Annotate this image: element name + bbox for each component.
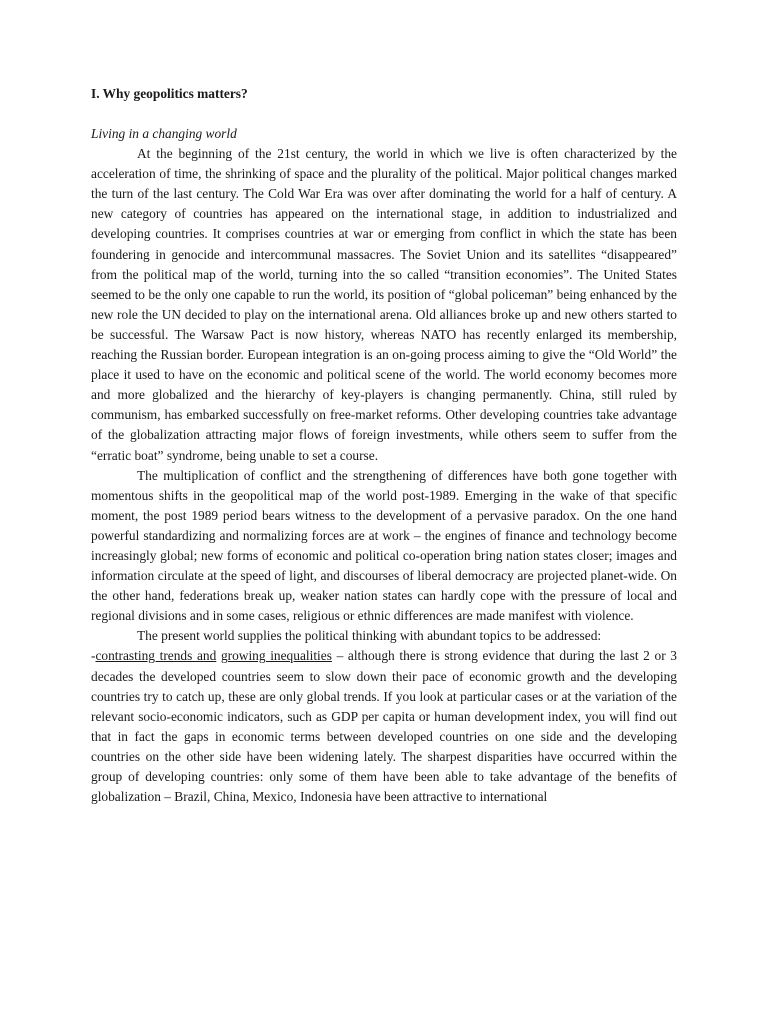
list-item-contrasting-trends — [91, 646, 677, 807]
underlined-term-contrasting-trends: contrasting trends and — [95, 648, 217, 664]
list-item-prefix: - — [91, 648, 96, 664]
subsection-heading: Living in a changing world — [91, 126, 237, 141]
document-page — [91, 84, 677, 807]
paragraph-1: At the beginning of the 21st century, the world in which we live is often characterized by the acceleration of time, the shrinking of space and the plurality of the political. Major political changes marked the turn of the last century. The Cold War Era was over after dominating the world for a half of century. A new category of countries has appeared on the international stage, in addition to industrialized and developing countries. It comprises countries at war or emerging from conflict in which the state has been foundering in genocide and intercommunal massacres. The Soviet Union and its satellites “disappeared” from the political map of the world, turning into the so called “transition economies”. The United States seemed to be the only one capable to run the world, its position of “global policeman” being enhanced by the new role the UN decided to play on the international arena. Old alliances broke up and new others started to be successful. The Warsaw Pact is now history, whereas NATO has recently enlarged its membership, reaching the Russian border. European integration is an on-going process aiming to give the “Old World” the place it used to have on the economic and political scene of the world. The world economy becomes more and more globalized and the hierarchy of key-players is changing permanently. China, still ruled by communism, has embarked successfully on free-market reforms. Other developing countries take advantage of the globalization attracting major flows of foreign investments, while others seem to suffer from the “erratic boat” syndrome, being unable to set a course. — [91, 146, 677, 463]
paragraph-3: The present world supplies the political thinking with abundant topics to be addressed: — [137, 628, 602, 644]
section-heading: I. Why geopolitics matters? — [91, 86, 248, 101]
list-item-body: – although there is strong evidence that during the last 2 or 3 decades the developed countries seem to slow down their pace of economic growth and the developing countries try to catch up, these are only global trends. If you look at particular cases or at the variation of the relevant socio-economic indicators, such as GDP per capita or human development index, you will find out that in fact the gaps in economic terms between developed countries on one side and the developing countries on the other side have been widening lately. The sharpest disparities have occurred within the group of developing countries: only some of them have been able to take advantage of the benefits of globalization – Brazil, China, Mexico, Indonesia have been attractive to international — [91, 648, 677, 805]
paragraph-2: The multiplication of conflict and the strengthening of differences have both gone together with momentous shifts in the geopolitical map of the world post-1989. Emerging in the wake of that specific moment, the post 1989 period bears witness to the development of a pervasive paradox. On the one hand powerful standardizing and normalizing forces are at work – the engines of finance and technology become increasingly global; new forms of economic and political co-operation bring nation states closer; images and information circulate at the speed of light, and discourses of liberal democracy are projected planet-wide. On the other hand, federations break up, weaker nation states can hardly cope with the pressure of local and regional divisions and in some cases, religious or ethnic differences are made manifest with violence. — [91, 467, 677, 624]
underlined-term-growing-inequalities: growing inequalities — [220, 648, 332, 664]
